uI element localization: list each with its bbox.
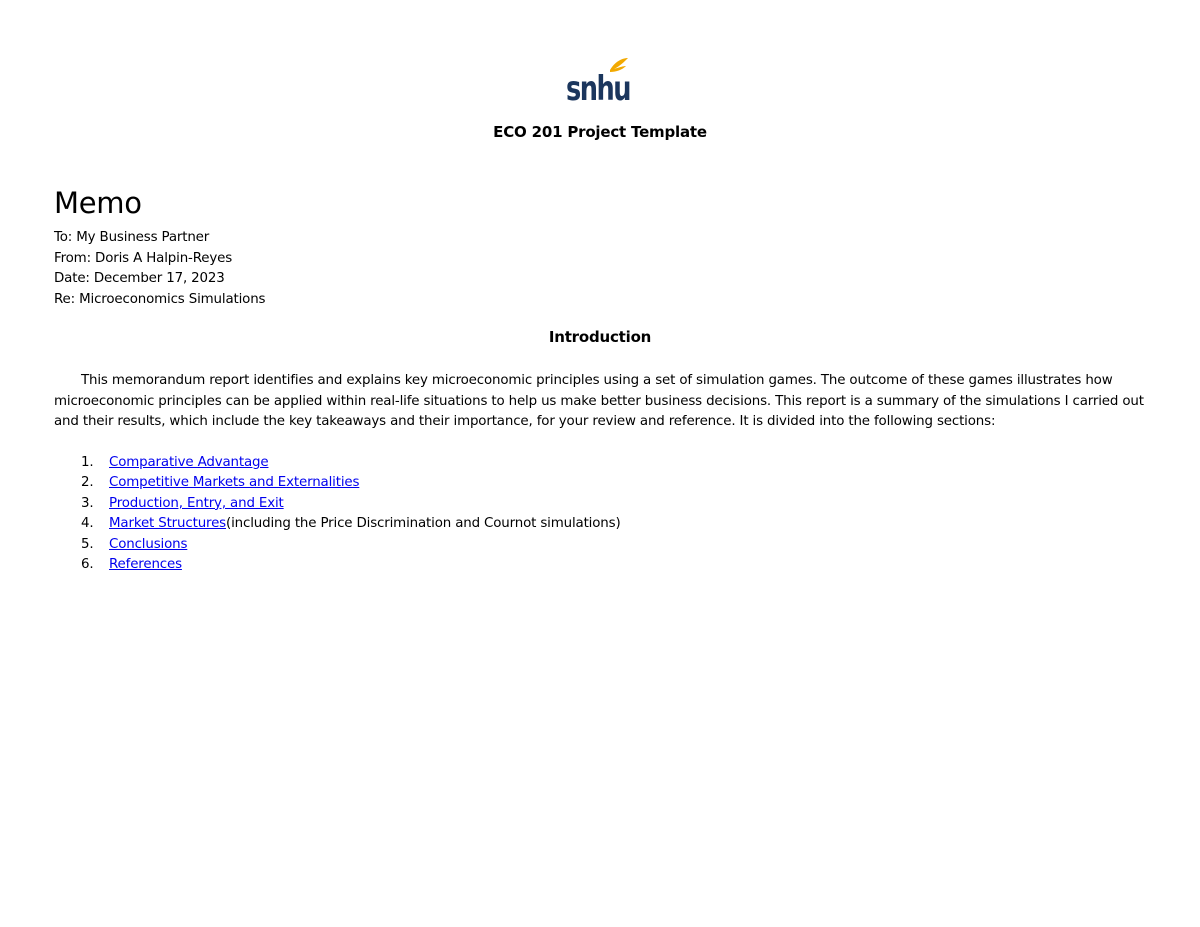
list-item [54, 514, 621, 534]
list-number: 4. [81, 516, 94, 532]
snhu-logo [560, 54, 636, 109]
section-link-comparative-advantage[interactable]: Comparative Advantage [109, 455, 269, 470]
svg-text:snhu: snhu [566, 69, 630, 109]
list-number: 5. [81, 536, 94, 552]
memo-re-line: Re: Microeconomics Simulations [54, 291, 266, 307]
list-number: 3. [81, 495, 94, 511]
introduction-paragraph: This memorandum report identifies and explains key microeconomic principles using a set of simulation games. The outcome of these games illustrates how microeconomic principles can be applied within real-life situations to help us make better business decisions. This report is a summary of the simulations I carried out and their results, which include the key takeaways and their importance, for your review and reference. It is divided into the following sections: [54, 373, 1144, 429]
section-list [54, 453, 621, 575]
introduction-heading: Introduction [548, 328, 652, 346]
section-link-conclusions[interactable]: Conclusions [109, 536, 188, 552]
snhu-logo-icon [560, 54, 636, 109]
memo-header-block [54, 228, 265, 310]
list-number: 2. [81, 475, 94, 491]
section-link-references[interactable]: References [109, 557, 182, 573]
memo-date-line: Date: December 17, 2023 [54, 271, 225, 286]
list-item [54, 555, 621, 575]
list-number: 1. [81, 455, 94, 470]
list-item [54, 473, 621, 493]
list-item [54, 494, 621, 514]
list-number: 6. [81, 557, 94, 573]
list-item [54, 453, 621, 473]
section-link-competitive-markets[interactable]: Competitive Markets and Externalities [109, 475, 360, 491]
memo-heading: Memo [54, 186, 142, 220]
document-title: ECO 201 Project Template [493, 123, 707, 141]
list-item [54, 535, 621, 555]
section-link-market-structures[interactable]: Market Structures [109, 516, 227, 532]
list-item-suffix: (including the Price Discrimination and Cournot simulations) [226, 516, 621, 532]
memo-from-line: From: Doris A Halpin-Reyes [54, 250, 233, 266]
section-link-production-entry-exit[interactable]: Production, Entry, and Exit [109, 495, 284, 511]
memo-to-line: To: My Business Partner [54, 230, 210, 245]
